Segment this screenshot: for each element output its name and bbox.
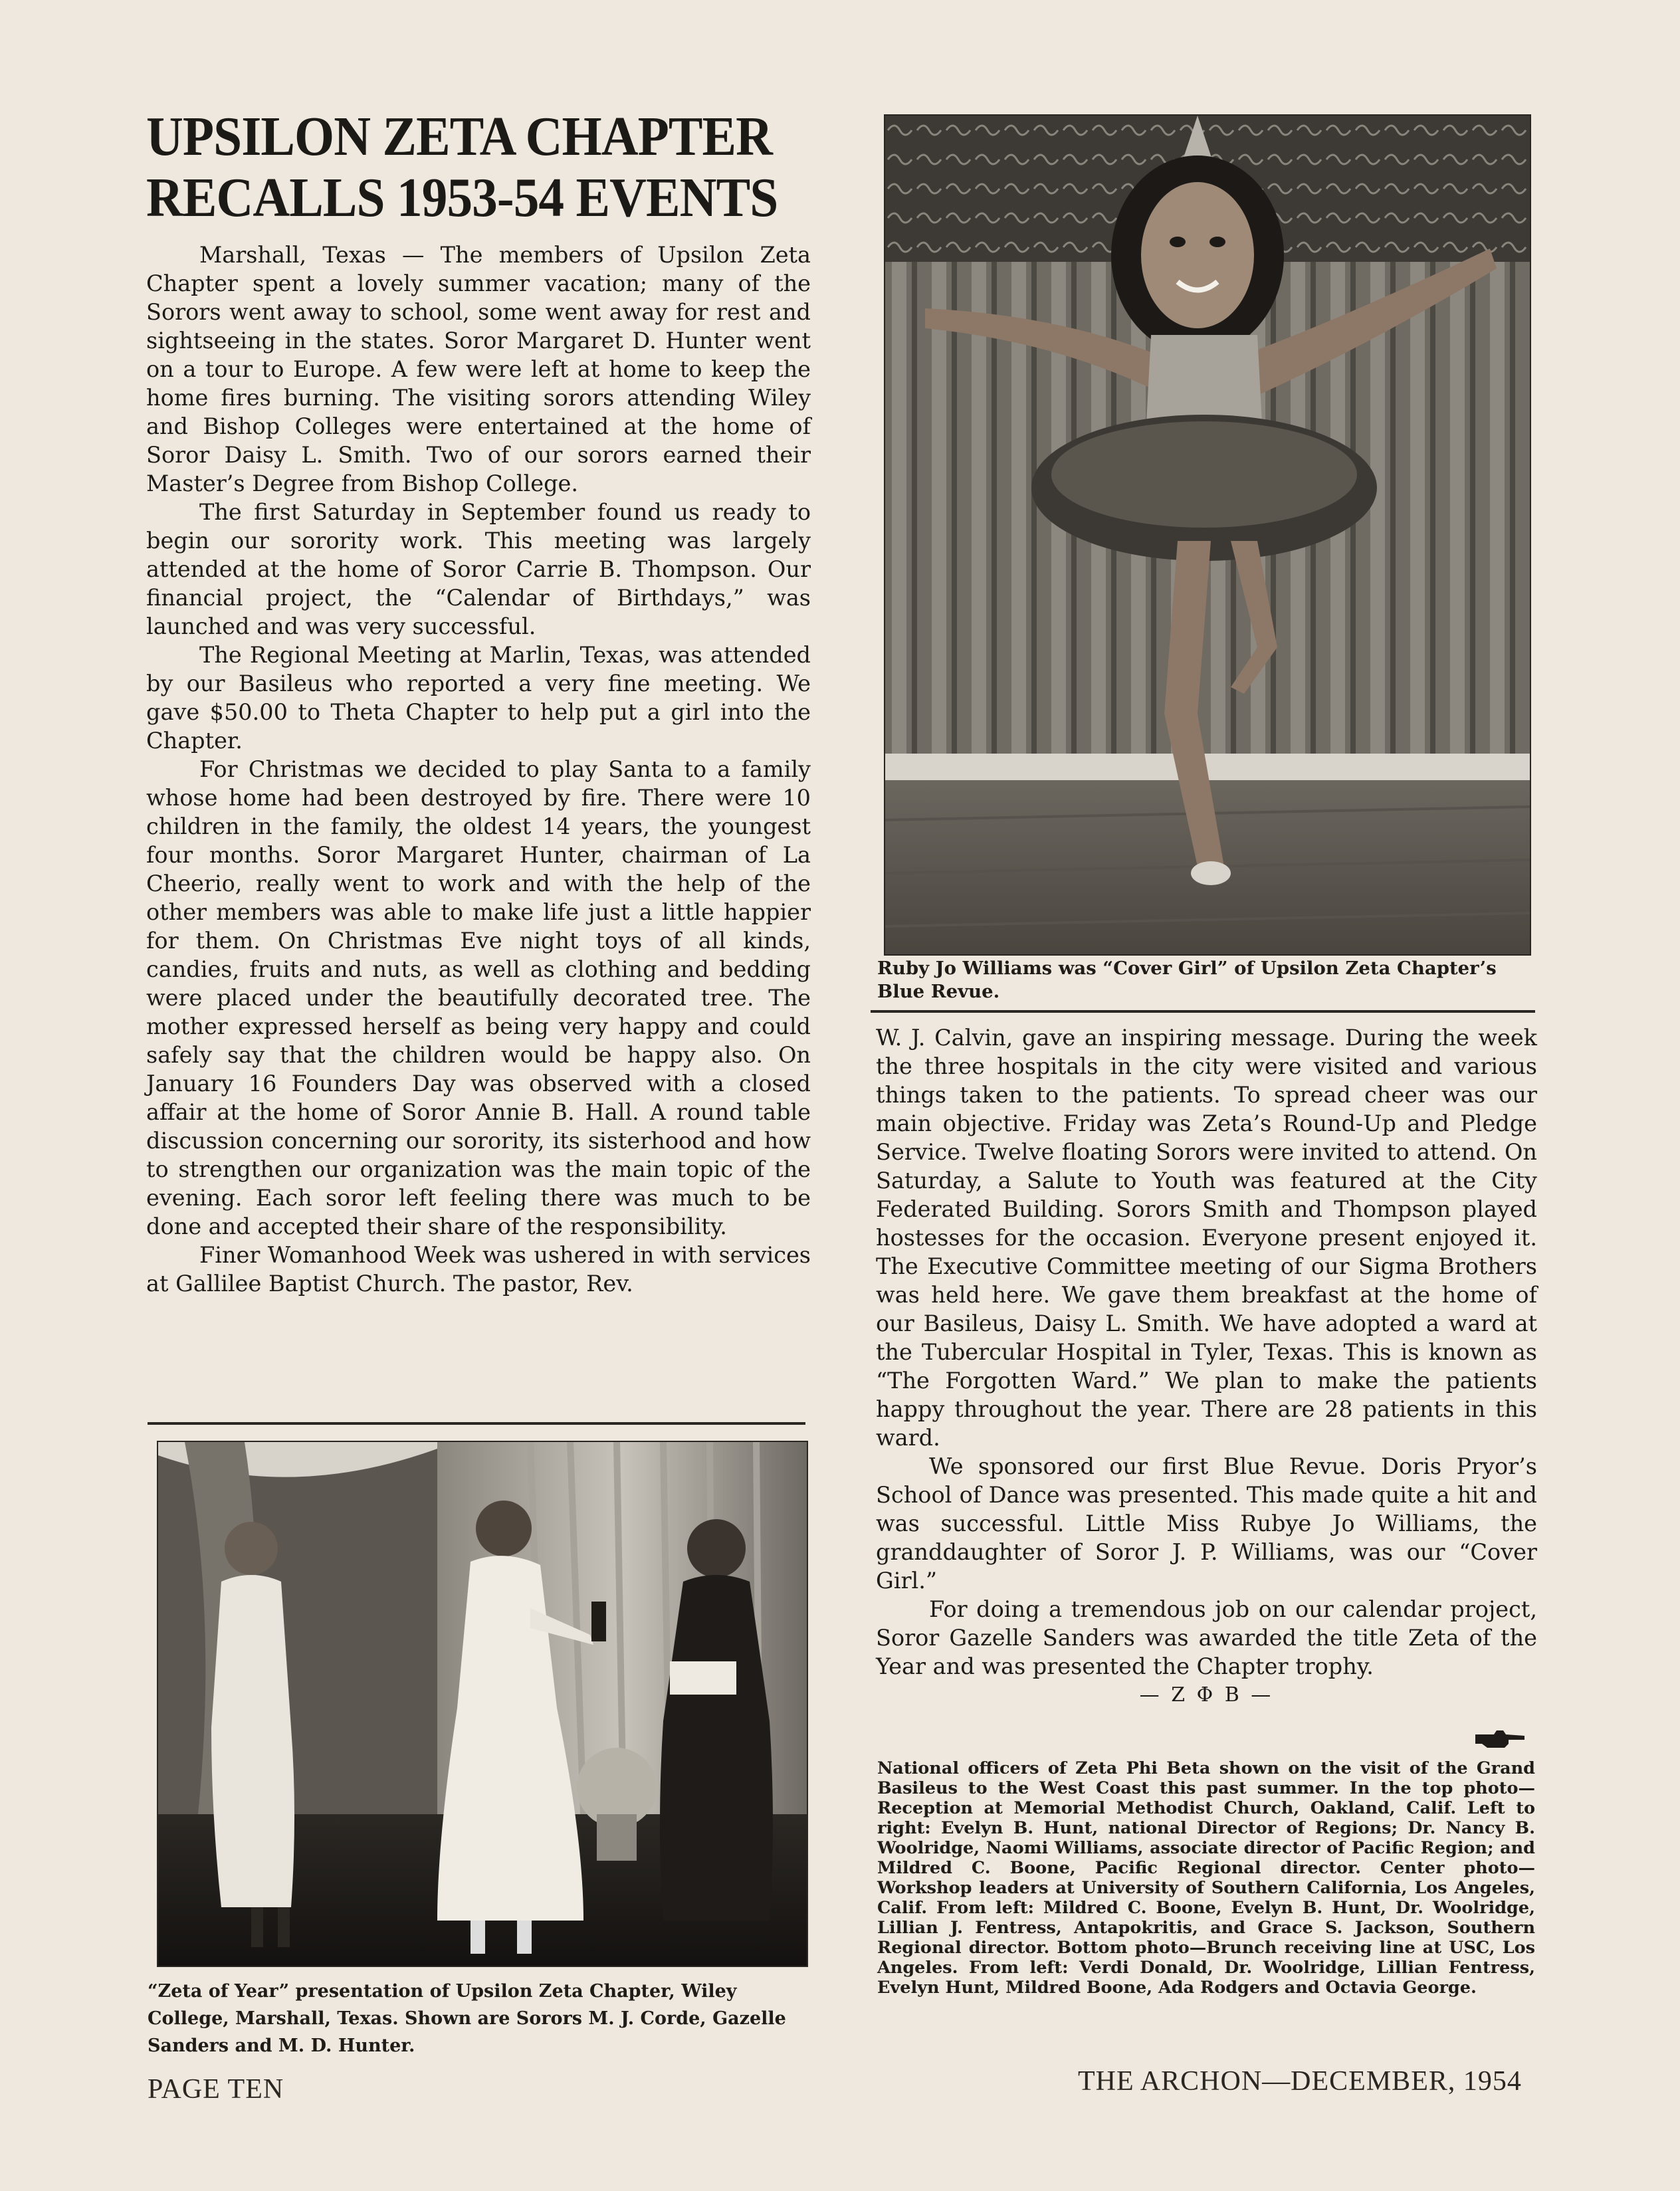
closing-mark: — Z Φ B — [1139, 1683, 1274, 1707]
paragraph: Finer Womanhood Week was ushered in with services at Gallilee Baptist Church. The pastor, Rev. [146, 1242, 811, 1297]
paragraph: Marshall, Texas — The members of Upsilon Zeta Chapter spent a lovely summer vacation; many of the Sorors went away to school, some went away for rest and sightseeing in the states. Soror Margaret D. Hunter went on a tour to Europe. A few were left at home to keep the home fires burning. The visiting sorors attending Wiley and Bishop Colleges were entertained at the home of Soror Daisy L. Smith. Two of our sorors earned their Master’s Degree from Bishop College. [146, 242, 811, 496]
article-right-column [876, 1023, 1537, 1707]
headline-line-1: UPSILON ZETA CHAPTER [146, 106, 773, 167]
paragraph: For doing a tremendous job on our calendar project, Soror Gazelle Sanders was awarded the title Zeta of the Year and was presented the Chapter trophy. [876, 1596, 1537, 1679]
paragraph: We sponsored our first Blue Revue. Doris Pryor’s School of Dance was presented. This made quite a hit and was successful. Little Miss Rubye Jo Williams, the granddaughter of Soror J. P. Williams, was our “Cover Girl.” [876, 1453, 1537, 1594]
paragraph: For Christmas we decided to play Santa to a family whose home had been destroyed by fire. There were 10 children in the family, the oldest 14 years, the youngest four months. Soror Margaret Hunter, chairman of La Cheerio, really went to work and with the help of the other members was able to make life just a little happier for them. On Christmas Eve night toys of all kinds, candies, fruits and nuts, as well as clothing and bedding were placed under the beautifully decorated tree. The mother expressed herself as being very happy and could safely say that the children would be happy also. On January 16 Founders Day was observed with a closed affair at the home of Soror Annie B. Hall. A round table discussion concerning our sorority, its sisterhood and how to strengthen our organization was the main topic of the evening. Each soror left feeling there was much to be done and accepted their share of the responsibility. [146, 756, 811, 1239]
paragraph: W. J. Calvin, gave an inspiring message. During the week the three hospitals in the city were visited and various things taken to the patients. To spread cheer was our main objective. Friday was Zeta’s Round-Up and Pledge Service. Twelve floating Sorors were invited to attend. On Saturday, a Salute to Youth was featured at the City Federated Building. Sorors Smith and Thompson played hostesses for the occasion. Everyone present enjoyed it. The Executive Committee meeting of our Sigma Brothers was held here. We gave them breakfast at the home of our Basileus, Daisy L. Smith. We have adopted a ward at the Tubercular Hospital in Tyler, Texas. This is known as “The Forgotten Ward.” We plan to make the patients happy throughout the year. There are 28 patients in this ward. [876, 1025, 1537, 1451]
divider-rule [148, 1422, 805, 1425]
ballerina-photo [884, 114, 1531, 956]
article-headline [146, 106, 778, 229]
ballerina-photo-caption: Ruby Jo Williams was “Cover Girl” of Upsilon Zeta Chapter’s Blue Revue. [877, 958, 1497, 1002]
officers-caption: National officers of Zeta Phi Beta shown on the visit of the Grand Basileus to the West Coast this past summer. In the top photo—Reception at Memorial Methodist Church, Oakland, Calif. Left to right: Evelyn B. Hunt, national Director of Regions; Dr. Nancy B. Woolridge, Naomi Williams, associate director of Pacific Region; and Mildred C. Boone, Pacific Regional director. Center photo—Workshop leaders at University of Southern California, Los Angeles, Calif. From left: Mildred C. Boone, Evelyn B. Hunt, Dr. Woolridge, Lillian J. Fentress, Antapokritis, and Grace S. Jackson, Southern Regional director. Bottom photo—Brunch receiving line at USC, Los Angeles. From left: Verdi Donald, Dr. Woolridge, Lillian Fentress, Evelyn Hunt, Mildred Boone, Ada Rodgers and Octavia George. [877, 1758, 1535, 1998]
pointing-hand-icon [1474, 1728, 1527, 1752]
article-body-left [146, 241, 811, 1298]
page-label: PAGE TEN [148, 2074, 284, 2105]
article-left-column [146, 106, 811, 1298]
paragraph: The Regional Meeting at Marlin, Texas, was attended by our Basileus who reported a very fine meeting. We gave $50.00 to Theta Chapter to help put a girl into the Chapter. [146, 642, 811, 754]
divider-rule [871, 1010, 1535, 1013]
article-body-right [876, 1023, 1537, 1681]
ballerina-photo-illustration [885, 116, 1530, 954]
trophy-photo-illustration [158, 1442, 807, 1966]
trophy-photo-caption: “Zeta of Year” presentation of Upsilon Zeta Chapter, Wiley College, Marshall, Texas. Shown are Sorors M. J. Corde, Gazelle Sanders and M. D. Hunter. [148, 1981, 786, 2056]
headline-line-2: RECALLS 1953-54 EVENTS [146, 167, 778, 229]
trophy-presentation-photo [157, 1441, 808, 1967]
publication-footer: THE ARCHON—DECEMBER, 1954 [1078, 2066, 1522, 2097]
paragraph: The first Saturday in September found us ready to begin our sorority work. This meeting was largely attended at the home of Soror Carrie B. Thompson. Our financial project, the “Calendar of Birthdays,” was launched and was very successful. [146, 499, 811, 639]
